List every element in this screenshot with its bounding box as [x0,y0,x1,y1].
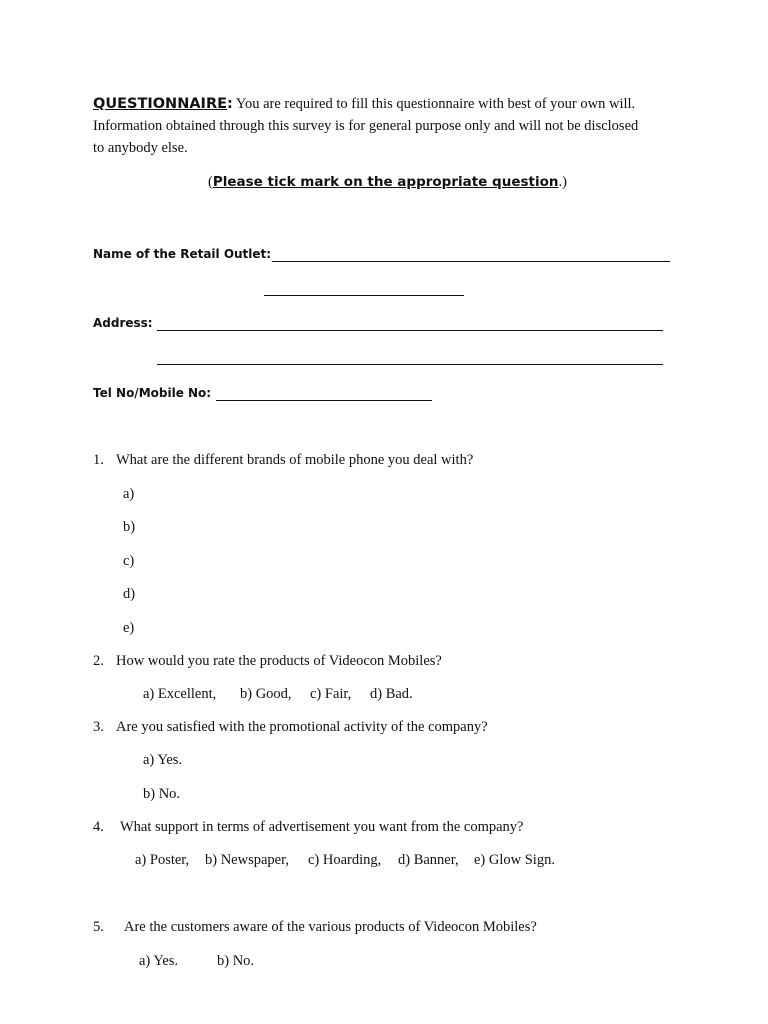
instruction-close: .) [558,174,567,190]
option[interactable]: d) Bad. [370,686,413,702]
outlet-input-line-2[interactable] [264,295,464,296]
question-4 [93,819,524,836]
question-number: 4. [93,819,104,835]
question-number: 3. [93,719,104,735]
option[interactable]: c) Fair, [310,686,352,702]
option[interactable]: d) Banner, [398,852,459,868]
option[interactable]: b) No. [217,953,255,969]
option[interactable]: a) Poster, [135,852,190,868]
question-2 [93,653,442,670]
option[interactable]: e) [123,620,135,636]
questionnaire-heading: QUESTIONNAIRE [93,96,228,112]
option[interactable]: a) Excellent, [143,686,217,702]
question-number: 2. [93,653,104,669]
outlet-input-line[interactable] [272,261,670,262]
intro-text-3: to anybody else. [93,140,188,156]
option[interactable]: a) Yes. [139,953,179,969]
tel-input-line[interactable] [216,400,432,401]
instruction-open: ( [208,174,213,190]
option[interactable]: d) [123,586,136,602]
question-text: Are the customers aware of the various products of Videocon Mobiles? [124,919,537,935]
intro-text-1: You are required to fill this questionnaire with best of your own will. [232,96,636,112]
heading-colon: : [227,96,233,112]
question-text: Are you satisfied with the promotional activity of the company? [116,719,488,735]
question-text: How would you rate the products of Videocon Mobiles? [116,653,442,669]
intro-text-2: Information obtained through this survey is for general purpose only and will not be disclosed [93,118,639,134]
address-input-line-2[interactable] [157,364,663,365]
option[interactable]: b) [123,519,136,535]
address-input-line[interactable] [157,330,663,331]
intro-paragraph [93,93,693,159]
option[interactable]: e) Glow Sign. [474,852,555,868]
option[interactable]: c) [123,553,135,569]
instruction [208,174,567,191]
tel-label: Tel No/Mobile No: [93,386,212,400]
question-number: 5. [93,919,104,935]
option[interactable]: a) Yes. [143,752,183,768]
question-1 [93,452,474,469]
option[interactable]: b) No. [143,786,181,802]
option[interactable]: b) Good, [240,686,292,702]
option[interactable]: b) Newspaper, [205,852,289,868]
address-label: Address: [93,316,153,330]
question-5 [93,919,537,936]
instruction-text: Please tick mark on the appropriate question [212,174,559,190]
option[interactable]: a) [123,486,135,502]
question-text: What support in terms of advertisement you want from the company? [120,819,524,835]
question-text: What are the different brands of mobile phone you deal with? [116,452,474,468]
outlet-label: Name of the Retail Outlet: [93,247,272,261]
question-3 [93,719,488,736]
option[interactable]: c) Hoarding, [308,852,382,868]
question-number: 1. [93,452,104,468]
